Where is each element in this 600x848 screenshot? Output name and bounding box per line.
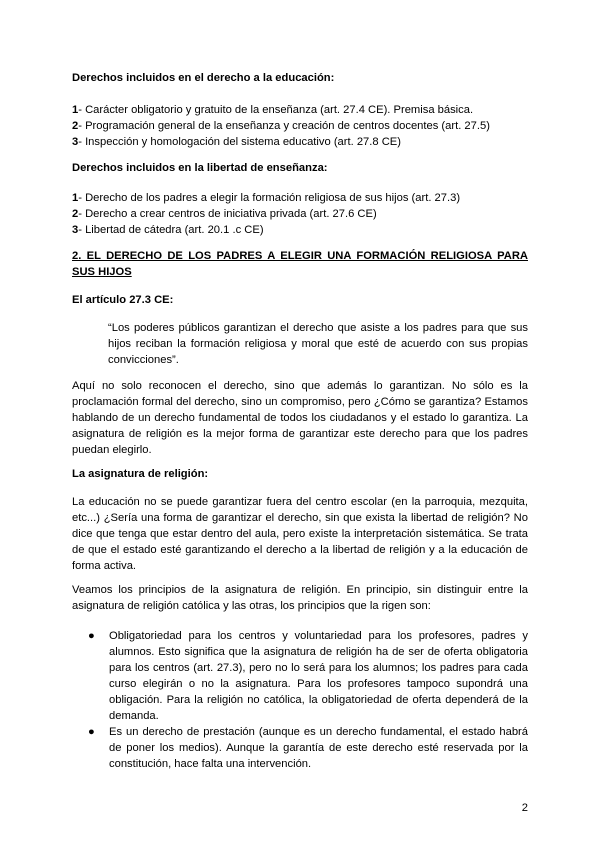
list-item: 3- Libertad de cátedra (art. 20.1 .c CE) (72, 224, 264, 236)
article-quote: “Los poderes públicos garantizan el derecho que asiste a los padres para que sus hijos reciban la formación religiosa y moral que esté de acuerdo con sus propias convicciones”. (108, 322, 528, 366)
bullet-icon: ● (88, 726, 95, 738)
list-item: 2- Derecho a crear centros de iniciativa privada (art. 27.6 CE) (72, 208, 377, 220)
subject-heading: La asignatura de religión: (72, 468, 209, 480)
page-number: 2 (521, 802, 528, 814)
article-heading: El artículo 27.3 CE: (72, 294, 174, 306)
paragraph: Veamos los principios de la asignatura de religión. En principio, sin distinguir entre la asignatura de religión católica y las otras, los principios que la rigen son: (72, 584, 528, 612)
heading-freedom-rights: Derechos incluidos en la libertad de enseñanza: (72, 162, 328, 174)
list-item: ● Obligatoriedad para los centros y voluntariedad para los profesores, padres y alumnos. Esto significa que la asignatura de religión ha de ser de oferta obligatoria para los centros (art. 27.3), pero no lo será para los alumnos; los padres para cada curso elegirán o no la asignatura. Para los profesores tampoco supondrá una obligación. Para la religión no católica, la obligatoriedad de oferta dependerá de la demanda. (88, 630, 528, 722)
list-item: 1- Derecho de los padres a elegir la formación religiosa de sus hijos (art. 27.3) (72, 192, 461, 204)
list-item: 2- Programación general de la enseñanza y creación de centros docentes (art. 27.5) (72, 120, 490, 132)
list-item: 3- Inspección y homologación del sistema educativo (art. 27.8 CE) (72, 136, 401, 148)
list-item: ● Es un derecho de prestación (aunque es un derecho fundamental, el estado habrá de poner los medios). Aunque la garantía de este derecho esté reservada por la constitución, hace falta una intervención. (88, 726, 528, 770)
education-rights-list (72, 102, 528, 150)
paragraph: La educación no se puede garantizar fuera del centro escolar (en la parroquia, mezquita, etc...) ¿Sería una forma de garantizar el derecho, sin que exista la libertad de religión? No dice que tenga que estar dentro del aula, pero existe la interpretación sistemática. Se trata de que el estado esté garantizando el derecho a la libertad de religión y a la educación de forma activa. (72, 496, 528, 572)
list-item: 1- Carácter obligatorio y gratuito de la enseñanza (art. 27.4 CE). Premisa básica. (72, 104, 474, 116)
bullet-icon: ● (88, 630, 95, 642)
principles-list (72, 628, 528, 772)
section-title: 2. EL DERECHO DE LOS PADRES A ELEGIR UNA FORMACIÓN RELIGIOSA PARA SUS HIJOS (72, 250, 528, 278)
paragraph: Aquí no solo reconocen el derecho, sino que además lo garantizan. No sólo es la proclamación formal del derecho, sino un compromiso, pero ¿Cómo se garantiza? Estamos hablando de un derecho fundamental de todos los ciudadanos y el estado lo garantiza. La asignatura de religión es la mejor forma de garantizar este derecho para que los padres puedan elegirlo. (72, 380, 528, 456)
heading-education-rights: Derechos incluidos en el derecho a la educación: (72, 72, 335, 84)
freedom-rights-list (72, 190, 528, 238)
